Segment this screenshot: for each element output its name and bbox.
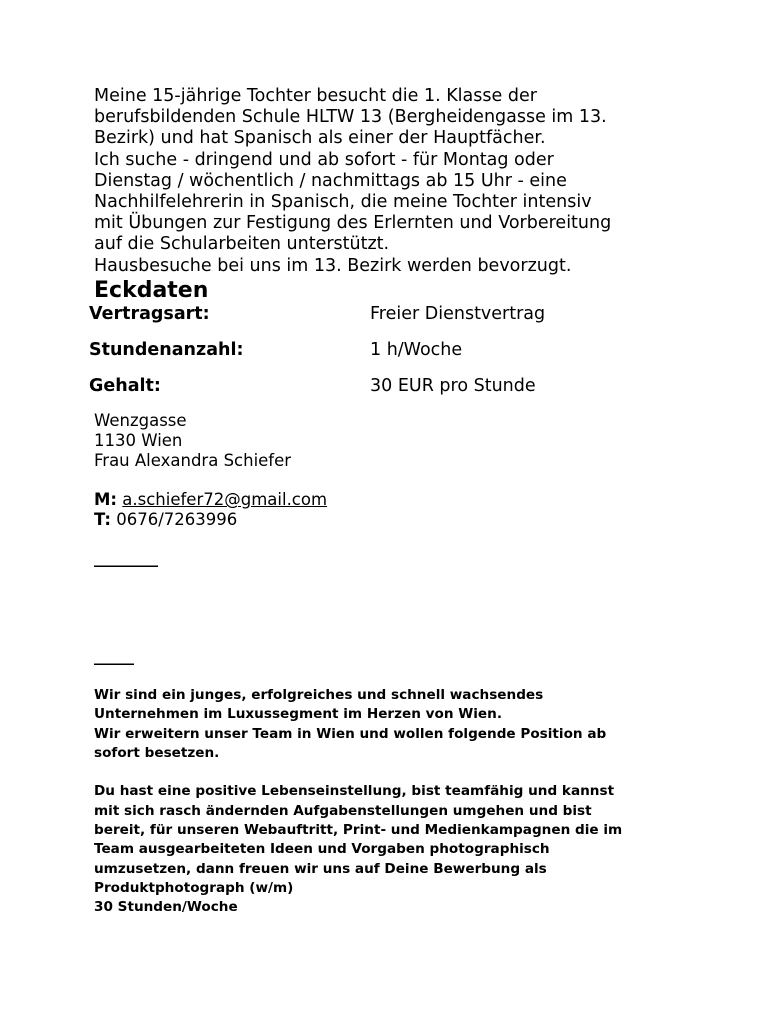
job-ad-block [94, 686, 694, 918]
fact-value: 30 EUR pro Stunde [370, 376, 536, 396]
intro-line: Dienstag / wöchentlich / nachmittags ab 15 Uhr - eine [94, 170, 567, 191]
intro-line: Bezirk) und hat Spanisch als einer der Hauptfächer. [94, 128, 546, 149]
intro-line: mit Übungen zur Festigung des Erlernten und Vorbereitung [94, 213, 612, 234]
job-ad-line: Wir erweitern unser Team in Wien und wollen folgende Position ab [94, 725, 607, 742]
job-ad-line: 30 Stunden/Woche [94, 899, 238, 916]
intro-line: Ich suche - dringend und ab sofort - für Montag oder [94, 149, 554, 170]
contact-email-line [94, 490, 594, 510]
job-ad-line: Unternehmen im Luxussegment im Herzen von Wien. [94, 706, 502, 723]
job-ad-line: Team ausgearbeiteten Ideen und Vorgaben photographisch [94, 841, 550, 858]
fact-value: 1 h/Woche [370, 340, 463, 360]
job-ad-line: Produktphotograph (w/m) [94, 879, 294, 896]
job-ad-line: Du hast eine positive Lebenseinstellung, bist teamfähig und kannst [94, 783, 615, 800]
phone-number: 0676/7263996 [116, 509, 238, 529]
fact-label: Vertragsart: [89, 304, 210, 324]
fact-label: Gehalt: [89, 376, 161, 396]
contact-city: 1130 Wien [94, 430, 183, 450]
contact-street: Wenzgasse [94, 411, 187, 430]
intro-line: Meine 15-jährige Tochter besucht die 1. Klasse der [94, 86, 537, 106]
email-link[interactable]: a.schiefer72@gmail.com [122, 490, 328, 510]
eckdaten-heading: Eckdaten [94, 278, 209, 303]
intro-line: Hausbesuche bei uns im 13. Bezirk werden bevorzugt. [94, 255, 572, 276]
intro-line: berufsbildenden Schule HLTW 13 (Bergheidengasse im 13. [94, 107, 607, 128]
divider-line: _____ [94, 646, 134, 665]
job-ad-line: umzusetzen, dann freuen wir uns auf Deine Bewerbung als [94, 860, 547, 877]
job-ad-line: sofort besetzen. [94, 744, 220, 761]
intro-paragraph [94, 86, 694, 277]
intro-line: auf die Schularbeiten unterstützt. [94, 234, 390, 255]
divider-line: ________ [94, 548, 158, 567]
job-ad-line: Wir sind ein junges, erfolgreiches und schnell wachsendes [94, 687, 544, 703]
spacer [94, 470, 594, 490]
job-ad-line: bereit, für unseren Webauftritt, Print- und Medienkampagnen die im [94, 822, 623, 839]
phone-label: T: [94, 509, 111, 529]
job-ad-line: mit sich rasch ändernden Aufgabenstellungen umgehen und bist [94, 802, 592, 819]
contact-name: Frau Alexandra Schiefer [94, 450, 292, 470]
fact-value: Freier Dienstvertrag [370, 304, 546, 324]
spacer [94, 763, 694, 782]
contact-phone-line [94, 510, 594, 530]
intro-line: Nachhilfelehrerin in Spanisch, die meine Tochter intensiv [94, 192, 592, 213]
fact-label: Stundenanzahl: [89, 340, 244, 360]
contact-block [94, 411, 594, 530]
email-label: M: [94, 490, 118, 510]
